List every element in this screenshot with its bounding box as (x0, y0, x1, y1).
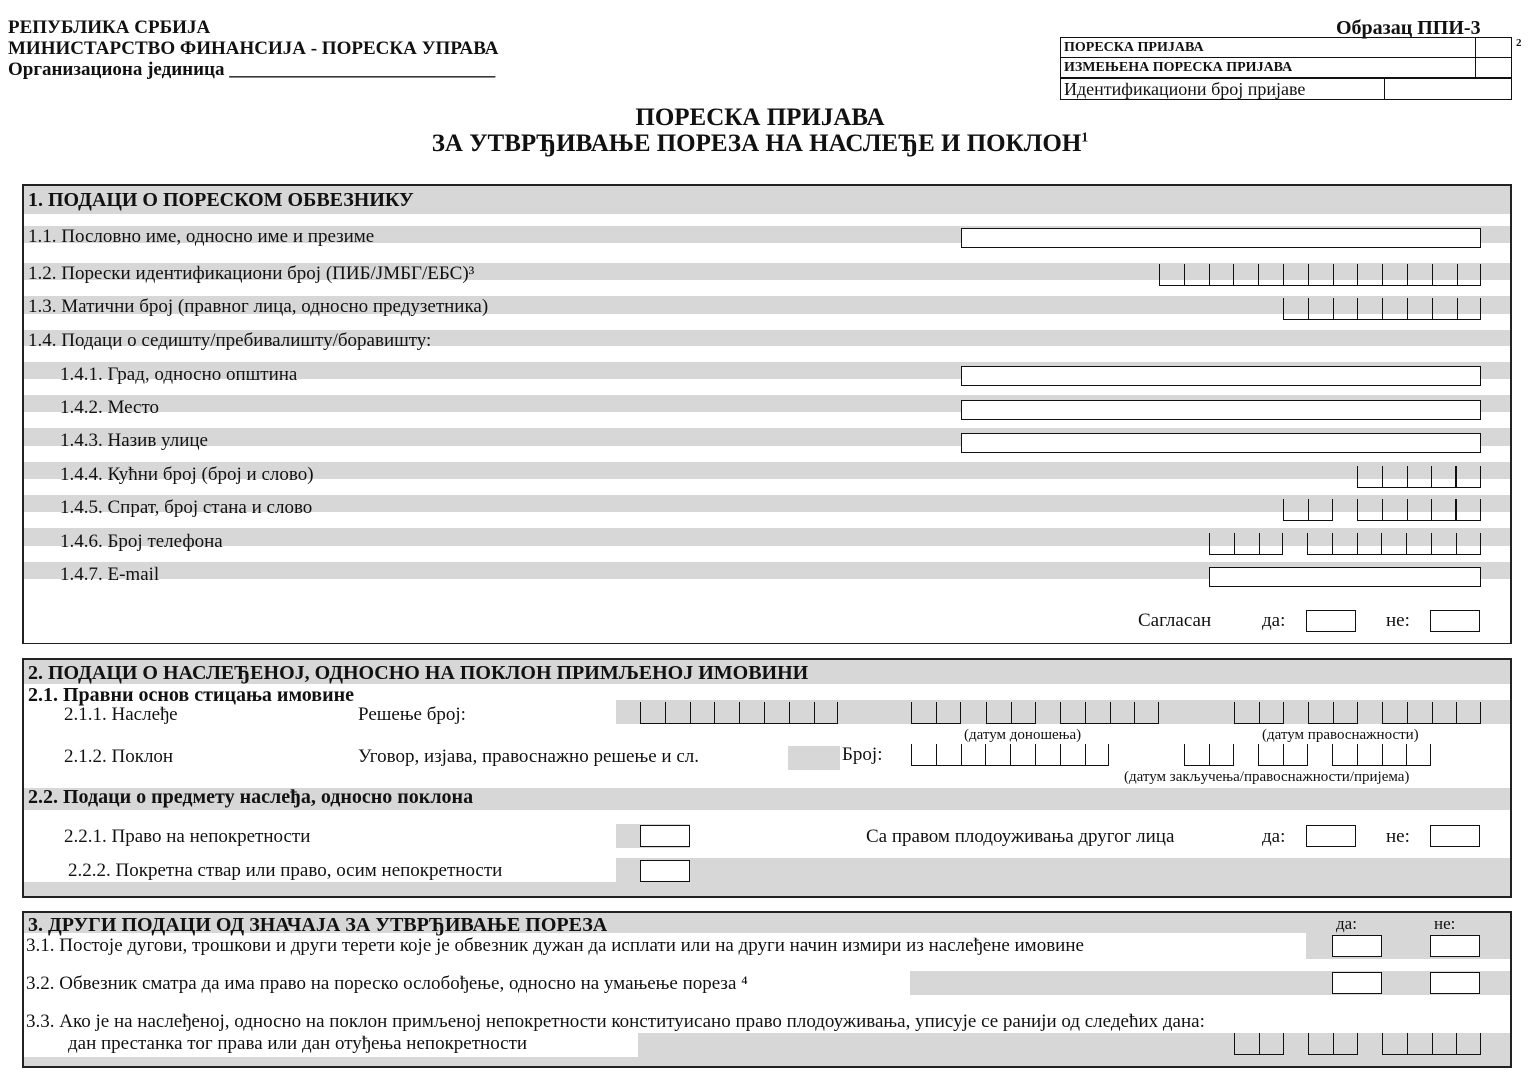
digit-cell[interactable] (1407, 298, 1432, 320)
label-3-1: 3.1. Постоје дугови, трошкови и други терети које је обвезник дужан да исплати или на други начин измири из наслеђене имовине (26, 935, 1084, 956)
final-month-cells[interactable] (1308, 702, 1358, 724)
phone-number-cells[interactable] (1307, 533, 1481, 555)
digit-cell[interactable] (1234, 702, 1259, 724)
digit-cell[interactable] (1431, 533, 1456, 555)
digit-cell[interactable] (1357, 298, 1382, 320)
usufruct-end-month-cells[interactable] (1308, 1033, 1358, 1055)
debts-yes-box[interactable] (1332, 935, 1382, 957)
digit-cell[interactable] (1456, 499, 1481, 521)
digit-cell[interactable] (1308, 264, 1333, 286)
label-1-4-6: 1.4.6. Број телефона (60, 531, 223, 552)
label-1-4-2: 1.4.2. Место (60, 397, 160, 418)
digit-cell[interactable] (714, 702, 739, 724)
label-2-1: 2.1. Правни основ стицања имовине (28, 684, 355, 706)
section-1-heading: 1. ПОДАЦИ О ПОРЕСКОМ ОБВЕЗНИКУ (28, 189, 414, 211)
decision-day-cells[interactable] (911, 702, 961, 724)
digit-cell[interactable] (961, 744, 986, 766)
digit-cell[interactable] (1085, 744, 1110, 766)
street-field[interactable] (961, 433, 1481, 453)
id-number-row (1060, 78, 1512, 100)
label-1-4-1: 1.4.1. Град, односно општина (60, 364, 298, 385)
final-year-cells[interactable] (1382, 702, 1481, 724)
decision-year-cells[interactable] (1060, 702, 1159, 724)
label-3-2: 3.2. Обвезник сматра да има право на пореско ослобођење, односно на умањење пореза ⁴ (26, 973, 748, 994)
gift-number-cells[interactable] (911, 744, 1109, 766)
digit-cell[interactable] (1010, 744, 1035, 766)
digit-cell[interactable] (1333, 1033, 1358, 1055)
apartment-cells[interactable] (1357, 499, 1456, 521)
title-line2-text: ЗА УТВРЂИВАЊЕ ПОРЕЗА НА НАСЛЕЂЕ И ПОКЛОН (431, 130, 1082, 157)
footnote-1: 1 (1081, 130, 1089, 146)
pib-cells[interactable] (1159, 264, 1481, 286)
digit-cell[interactable] (1233, 264, 1258, 286)
digit-cell[interactable] (1011, 702, 1036, 724)
final-day-cells[interactable] (1234, 702, 1284, 724)
footnote-2: 2 (1516, 37, 1522, 49)
digit-cell[interactable] (936, 702, 961, 724)
digit-cell[interactable] (1382, 466, 1407, 488)
digit-cell[interactable] (1209, 533, 1234, 555)
section-1 (22, 184, 1512, 644)
house-letter-cell[interactable] (1456, 466, 1481, 488)
gift-number-label: Број: (842, 744, 883, 765)
digit-cell[interactable] (1382, 744, 1407, 766)
form-code: Образац ППИ-3 (1336, 17, 1481, 39)
digit-cell[interactable] (739, 702, 764, 724)
digit-cell[interactable] (1407, 466, 1432, 488)
form-type-amended: ИЗМЕЊЕНА ПОРЕСКА ПРИЈАВА (1061, 58, 1476, 78)
usufruct-label: Са правом плодоуживања другог лица (866, 826, 1175, 847)
usufruct-end-year-cells[interactable] (1382, 1033, 1481, 1055)
digit-cell[interactable] (1382, 264, 1407, 286)
digit-cell[interactable] (1234, 1033, 1259, 1055)
digit-cell[interactable] (665, 702, 690, 724)
business-name-field[interactable] (961, 228, 1481, 248)
digit-cell[interactable] (764, 702, 789, 724)
row-background (24, 995, 1510, 1009)
digit-cell[interactable] (1283, 499, 1308, 521)
place-field[interactable] (961, 400, 1481, 420)
usufruct-no-box[interactable] (1430, 825, 1480, 847)
decision-month-cells[interactable] (986, 702, 1036, 724)
label-3-3-detail: дан престанка тог права или дан отуђења непокретности (68, 1033, 528, 1054)
label-2-2-1: 2.2.1. Право на непокретности (64, 826, 311, 847)
digit-cell[interactable] (1035, 744, 1060, 766)
digit-cell[interactable] (1432, 702, 1457, 724)
digit-cell[interactable] (1259, 1033, 1284, 1055)
email-field[interactable] (1209, 567, 1481, 587)
digit-cell[interactable] (1258, 744, 1283, 766)
section-3-no-header: не: (1434, 914, 1456, 933)
title-line2 (0, 130, 1520, 158)
label-1-4: 1.4. Подаци о седишту/пребивалишту/боравишту: (28, 330, 432, 351)
row-background (24, 959, 1510, 971)
digit-cell[interactable] (1382, 298, 1407, 320)
row-background (24, 579, 1510, 643)
label-2-2-2: 2.2.2. Покретна ствар или право, осим непокретности (68, 860, 503, 881)
digit-cell[interactable] (789, 702, 814, 724)
label-1-4-5: 1.4.5. Спрат, број стана и слово (60, 497, 313, 518)
gift-month-cells[interactable] (1258, 744, 1308, 766)
date-adopt-caption: (датум доношења) (964, 727, 1082, 743)
real-estate-box[interactable] (640, 825, 690, 847)
digit-cell[interactable] (911, 744, 936, 766)
consent-no-label: не: (1386, 610, 1410, 631)
form-type-box (1060, 37, 1512, 78)
digit-cell[interactable] (1431, 499, 1456, 521)
movable-property-box[interactable] (640, 860, 690, 882)
label-1-4-3: 1.4.3. Назив улице (60, 430, 208, 451)
digit-cell[interactable] (1357, 744, 1382, 766)
debts-no-box[interactable] (1430, 935, 1480, 957)
header-republic: РЕПУБЛИКА СРБИЈА (8, 17, 211, 38)
digit-cell[interactable] (1357, 264, 1382, 286)
digit-cell[interactable] (690, 702, 715, 724)
label-2-1-1: 2.1.1. Наслеђе (64, 704, 178, 725)
exemption-yes-box[interactable] (1332, 972, 1382, 994)
registration-number-cells[interactable] (1283, 298, 1481, 320)
digit-cell[interactable] (1308, 702, 1333, 724)
digit-cell[interactable] (1110, 702, 1135, 724)
date-conclusion-caption: (датум закључења/правоснажности/пријема) (1124, 769, 1410, 785)
gift-basis-label: Уговор, изјава, правоснажно решење и сл. (358, 746, 699, 767)
exemption-no-box[interactable] (1430, 972, 1480, 994)
apartment-letter-cell[interactable] (1456, 499, 1481, 521)
usufruct-yes-box[interactable] (1306, 825, 1356, 847)
consent-yes-box[interactable] (1306, 610, 1356, 632)
digit-cell[interactable] (1209, 744, 1234, 766)
row-background (24, 546, 1510, 562)
digit-cell[interactable] (814, 702, 839, 724)
digit-cell[interactable] (1357, 466, 1382, 488)
digit-cell[interactable] (1357, 499, 1382, 521)
city-field[interactable] (961, 366, 1481, 386)
label-1-2: 1.2. Порески идентификациони број (ПИБ/ЈМБГ/ЕБС)³ (28, 263, 475, 284)
digit-cell[interactable] (1308, 298, 1333, 320)
digit-cell[interactable] (1283, 298, 1308, 320)
digit-cell[interactable] (1457, 264, 1482, 286)
digit-cell[interactable] (1457, 298, 1482, 320)
title-line1: ПОРЕСКА ПРИЈАВА (635, 104, 885, 131)
date-final-caption: (датум правоснажности) (1262, 727, 1419, 743)
digit-cell[interactable] (1407, 1033, 1432, 1055)
row-background (24, 848, 1510, 858)
digit-cell[interactable] (1283, 744, 1308, 766)
form-type-original-check[interactable] (1475, 38, 1511, 58)
label-2-1-2: 2.1.2. Поклон (64, 746, 174, 767)
usufruct-yes-label: да: (1262, 826, 1286, 847)
digit-cell[interactable] (1456, 702, 1481, 724)
digit-cell[interactable] (1407, 264, 1432, 286)
digit-cell[interactable] (1283, 264, 1308, 286)
digit-cell[interactable] (1159, 264, 1184, 286)
digit-cell[interactable] (985, 744, 1010, 766)
section-3-heading: 3. ДРУГИ ПОДАЦИ ОД ЗНАЧАЈА ЗА УТВРЂИВАЊЕ ПОРЕЗА (28, 914, 608, 936)
digit-cell[interactable] (1406, 533, 1431, 555)
digit-cell[interactable] (1382, 499, 1407, 521)
digit-cell[interactable] (1060, 744, 1085, 766)
digit-cell[interactable] (640, 702, 665, 724)
decision-number-label: Решење број: (358, 704, 466, 725)
digit-cell[interactable] (1134, 702, 1159, 724)
digit-cell[interactable] (1209, 264, 1234, 286)
digit-cell[interactable] (1432, 264, 1457, 286)
digit-cell[interactable] (1332, 744, 1357, 766)
digit-cell[interactable] (1259, 702, 1284, 724)
decision-number-cells[interactable] (640, 702, 838, 724)
digit-cell[interactable] (1407, 499, 1432, 521)
consent-no-box[interactable] (1430, 610, 1480, 632)
section-3 (22, 911, 1512, 1068)
row-background (24, 214, 1510, 226)
digit-cell[interactable] (1382, 702, 1407, 724)
digit-cell[interactable] (1234, 533, 1259, 555)
digit-cell[interactable] (1382, 1033, 1407, 1055)
digit-cell[interactable] (1432, 298, 1457, 320)
form-type-original: ПОРЕСКА ПРИЈАВА (1061, 38, 1476, 58)
digit-cell[interactable] (1085, 702, 1110, 724)
label-2-2: 2.2. Подаци о предмету наслеђа, односно поклона (28, 786, 474, 808)
digit-cell[interactable] (1431, 466, 1456, 488)
digit-cell[interactable] (1259, 533, 1284, 555)
digit-cell[interactable] (911, 702, 936, 724)
digit-cell[interactable] (1307, 533, 1332, 555)
digit-cell[interactable] (1357, 533, 1382, 555)
digit-cell[interactable] (1456, 466, 1481, 488)
digit-cell[interactable] (1333, 702, 1358, 724)
digit-cell[interactable] (1333, 264, 1358, 286)
digit-cell[interactable] (1258, 264, 1283, 286)
floor-cells[interactable] (1283, 499, 1333, 521)
label-3-3: 3.3. Ако је на наслеђеној, односно на поклон примљеној непокретности конституисано право плодоуживања, уписује се ранији од следећих дана: (26, 1011, 1205, 1032)
consent-label: Сагласан (1138, 610, 1212, 631)
digit-cell[interactable] (1333, 298, 1358, 320)
section-2 (22, 658, 1512, 898)
header-ministry: МИНИСТАРСТВО ФИНАНСИЈА - ПОРЕСКА УПРАВА (8, 38, 499, 59)
digit-cell[interactable] (1184, 264, 1209, 286)
id-number-field[interactable] (1385, 79, 1511, 99)
label-1-4-7: 1.4.7. E-mail (60, 564, 160, 585)
digit-cell[interactable] (1456, 533, 1481, 555)
gift-day-cells[interactable] (1184, 744, 1234, 766)
digit-cell[interactable] (1406, 744, 1431, 766)
digit-cell[interactable] (1332, 533, 1357, 555)
digit-cell[interactable] (1184, 744, 1209, 766)
digit-cell[interactable] (1381, 533, 1406, 555)
label-1-1: 1.1. Пословно име, односно име и презиме (28, 226, 375, 247)
digit-cell[interactable] (1308, 499, 1333, 521)
id-number-label: Идентификациони број пријаве (1061, 79, 1385, 99)
digit-cell[interactable] (1060, 702, 1085, 724)
digit-cell[interactable] (936, 744, 961, 766)
digit-cell[interactable] (986, 702, 1011, 724)
label-1-4-4: 1.4.4. Кућни број (број и слово) (60, 464, 314, 485)
row-background (24, 810, 1510, 824)
digit-cell[interactable] (1432, 1033, 1457, 1055)
section-3-yes-header: да: (1336, 914, 1357, 933)
house-number-cells[interactable] (1357, 466, 1456, 488)
section-2-heading: 2. ПОДАЦИ О НАСЛЕЂЕНОЈ, ОДНОСНО НА ПОКЛОН ПРИМЉЕНОЈ ИМОВИНИ (28, 662, 809, 684)
digit-cell[interactable] (1456, 1033, 1481, 1055)
digit-cell[interactable] (1308, 1033, 1333, 1055)
gift-year-cells[interactable] (1332, 744, 1431, 766)
usufruct-no-label: не: (1386, 826, 1410, 847)
label-1-3: 1.3. Матични број (правног лица, односно предузетника) (28, 296, 489, 317)
phone-prefix-cells[interactable] (1209, 533, 1283, 555)
consent-yes-label: да: (1262, 610, 1286, 631)
digit-cell[interactable] (1407, 702, 1432, 724)
form-type-amended-check[interactable] (1475, 58, 1511, 78)
header-org-unit: Организациона јединица ____________________________ (8, 59, 496, 80)
usufruct-end-day-cells[interactable] (1234, 1033, 1284, 1055)
